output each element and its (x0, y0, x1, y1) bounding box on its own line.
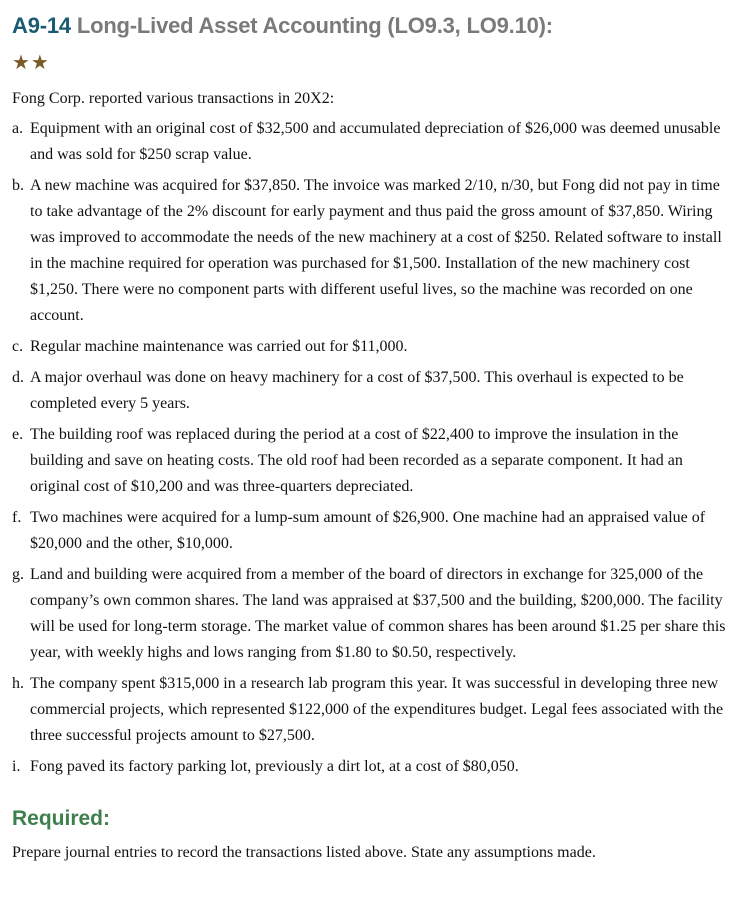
item-letter: a. (12, 120, 24, 137)
problem-code: A9-14 (12, 13, 71, 38)
transaction-item-a (12, 116, 734, 168)
item-letter: c. (12, 338, 24, 355)
transaction-item-g (12, 562, 734, 666)
transaction-item-d (12, 365, 734, 417)
problem-name: Long-Lived Asset Accounting (LO9.3, LO9.10): (76, 13, 553, 38)
transaction-item-c (12, 334, 734, 360)
item-letter: i. (12, 758, 21, 775)
item-text: Fong paved its factory parking lot, previously a dirt lot, at a cost of $80,050. (30, 758, 519, 775)
item-text: Equipment with an original cost of $32,500 and accumulated depreciation of $26,000 was deemed unusable and was sold for $250 scrap value. (30, 120, 721, 163)
item-letter: g. (12, 566, 24, 583)
transaction-item-h (12, 671, 734, 749)
item-text: Two machines were acquired for a lump-sum amount of $26,900. One machine had an appraised value of $20,000 and the other, $10,000. (30, 509, 706, 552)
transaction-item-f (12, 505, 734, 557)
problem-title (12, 12, 734, 40)
item-text: A new machine was acquired for $37,850. The invoice was marked 2/10, n/30, but Fong did not pay in time to take advantage of the 2% discount for early payment and thus paid the gross amount of $37,850. Wiring was improved to accommodate the needs of the new machinery at a cost of $250. Related software to install in the machine required for operation was purchased for $1,500. Installation of the new machinery cost $1,250. There were no component parts with different useful lives, so the machine was recorded on one account. (30, 177, 722, 324)
item-letter: h. (12, 675, 24, 692)
item-letter: e. (12, 426, 24, 443)
item-letter: d. (12, 369, 24, 386)
item-text: The building roof was replaced during the period at a cost of $22,400 to improve the insulation in the building and save on heating costs. The old roof had been recorded as a separate component. It had an original cost of $10,200 and was three-quarters depreciated. (30, 426, 683, 495)
transaction-item-i (12, 754, 734, 780)
difficulty-stars-icon: ★★ (12, 50, 50, 74)
transaction-item-b (12, 173, 734, 329)
item-text: Land and building were acquired from a member of the board of directors in exchange for 325,000 of the company’s own common shares. The land was appraised at $37,500 and the building, $200,000. The facility will be used for long-term storage. The market value of common shares has been around $1.25 per share this year, with weekly highs and lows ranging from $1.80 to $0.50, respectively. (30, 566, 726, 661)
intro-text: Fong Corp. reported various transactions in 20X2: (12, 90, 335, 107)
item-text: A major overhaul was done on heavy machinery for a cost of $37,500. This overhaul is expected to be completed every 5 years. (30, 369, 684, 412)
required-heading: Required: (12, 807, 111, 830)
item-text: The company spent $315,000 in a research lab program this year. It was successful in developing three new commercial projects, which represented $122,000 of the expenditures budget. Legal fees associated with the three successful projects amount to $27,500. (30, 675, 724, 744)
required-text: Prepare journal entries to record the transactions listed above. State any assumptions made. (12, 844, 596, 861)
item-letter: f. (12, 509, 22, 526)
item-text: Regular machine maintenance was carried out for $11,000. (30, 338, 408, 355)
item-letter: b. (12, 177, 24, 194)
transaction-list (12, 116, 734, 780)
transaction-item-e (12, 422, 734, 500)
